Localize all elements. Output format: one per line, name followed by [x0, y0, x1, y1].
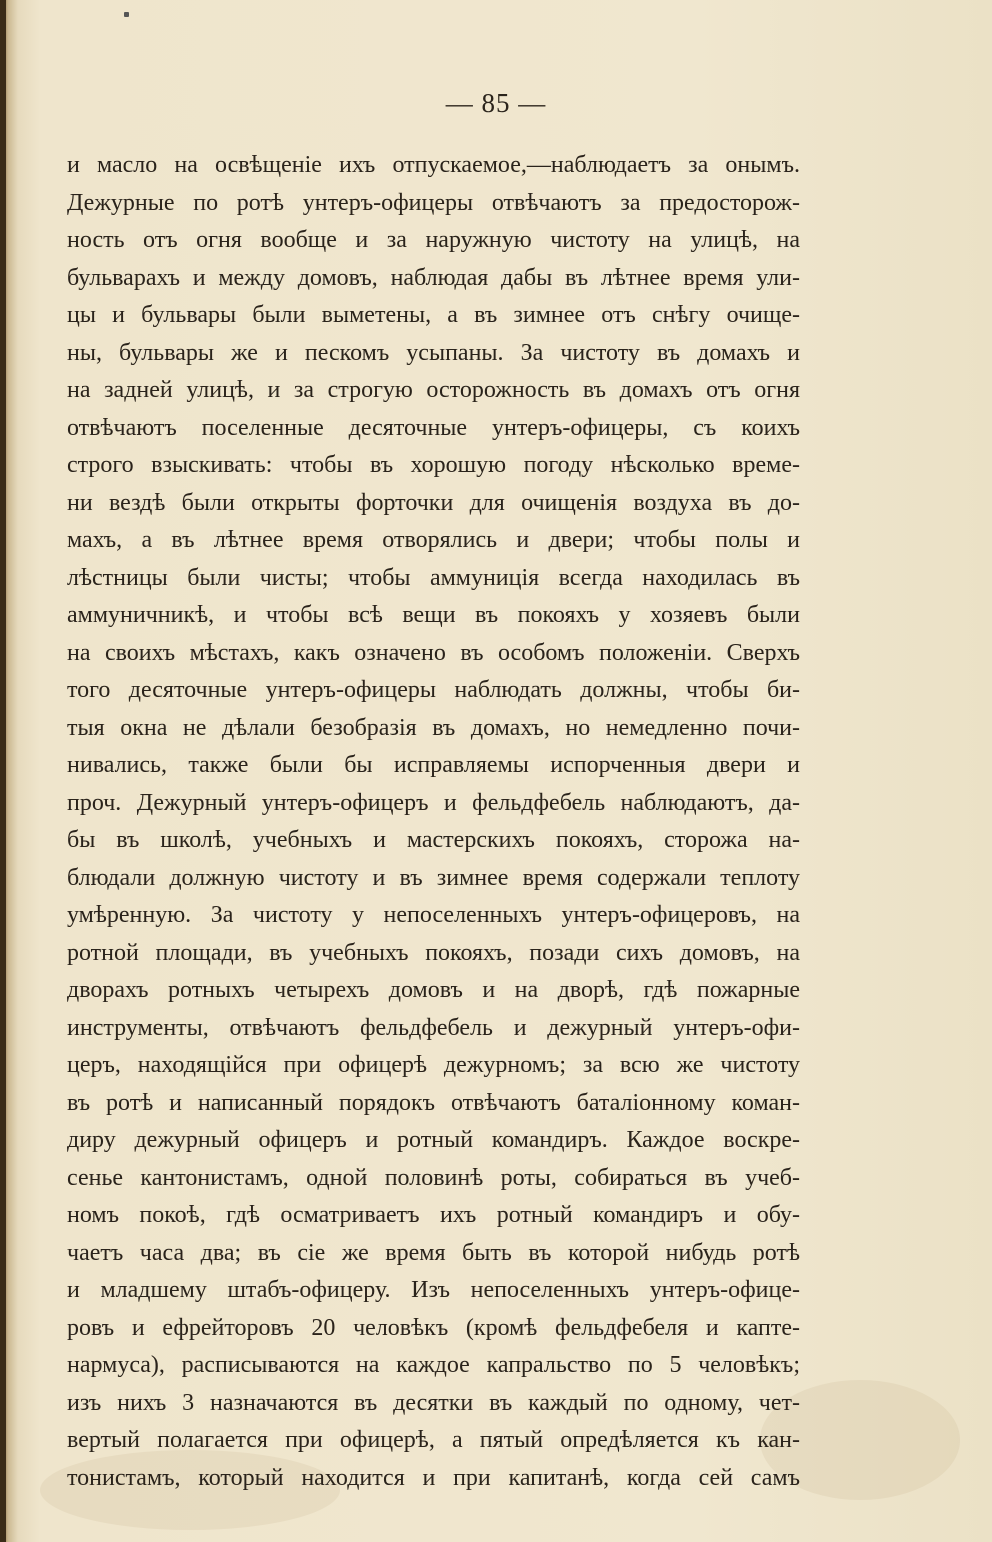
text-line: и младшему штабъ-офицеру. Изъ непоселенныхъ унтеръ-офице-: [67, 1277, 800, 1303]
page-number: — 85 —: [445, 88, 547, 118]
text-line: нармуса), расписываются на каждое капральство по 5 человѣкъ;: [67, 1352, 800, 1378]
text-line: диру дежурный офицеръ и ротный командиръ. Каждое воскре-: [67, 1127, 800, 1153]
ink-speck: [124, 12, 129, 17]
text-line: вертый полагается при офицерѣ, а пятый опредѣляется къ кан-: [67, 1427, 800, 1453]
text-line: на задней улицѣ, и за строгую осторожность въ домахъ отъ огня: [67, 377, 800, 403]
text-line: и масло на освѣщеніе ихъ отпускаемое,—наблюдаетъ за онымъ.: [67, 152, 800, 178]
text-line: того десяточные унтеръ-офицеры наблюдать должны, чтобы би-: [67, 677, 800, 703]
text-line: проч. Дежурный унтеръ-офицеръ и фельдфебель наблюдаютъ, да-: [67, 789, 800, 816]
text-line: на своихъ мѣстахъ, какъ означено въ особомъ положеніи. Сверхъ: [67, 639, 800, 666]
text-line: бы въ школѣ, учебныхъ и мастерскихъ покояхъ, сторожа на-: [67, 827, 800, 853]
text-line: ротной площади, въ учебныхъ покояхъ, позади сихъ домовъ, на: [67, 939, 800, 966]
text-line: блюдали должную чистоту и въ зимнее время содержали теплоту: [67, 864, 800, 891]
text-line: сенье кантонистамъ, одной половинѣ роты, собираться въ учеб-: [67, 1164, 800, 1191]
text-line: инструменты, отвѣчаютъ фельдфебель и дежурный унтеръ-офи-: [67, 1014, 800, 1041]
text-line: строго взыскивать: чтобы въ хорошую погоду нѣсколько време-: [67, 452, 800, 478]
text-line: аммуничникѣ, и чтобы всѣ вещи въ покояхъ у хозяевъ были: [67, 602, 800, 628]
text-line: ни вездѣ были открыты форточки для очищенія воздуха въ до-: [67, 489, 800, 516]
text-line: нивались, также были бы исправляемы испорченныя двери и: [67, 752, 800, 778]
text-line: церъ, находящійся при офицерѣ дежурномъ; за всю же чистоту: [67, 1052, 800, 1078]
text-line: махъ, а въ лѣтнее время отворялись и двери; чтобы полы и: [67, 527, 800, 553]
text-line: лѣстницы были чисты; чтобы аммуниція всегда находилась въ: [67, 564, 800, 591]
text-line: чаетъ часа два; въ сіе же время быть въ которой нибудь ротѣ: [67, 1239, 800, 1266]
text-line: Дежурные по ротѣ унтеръ-офицеры отвѣчаютъ за предосторож-: [67, 189, 800, 216]
binding-edge: [0, 0, 6, 1542]
text-line: тонистамъ, который находится и при капитанѣ, когда сей самъ: [67, 1464, 800, 1491]
text-line: ность отъ огня вообще и за наружную чистоту на улицѣ, на: [67, 227, 800, 253]
text-line: бульварахъ и между домовъ, наблюдая дабы въ лѣтнее время ули-: [67, 264, 800, 291]
text-line: отвѣчаютъ поселенные десяточные унтеръ-офицеры, съ коихъ: [67, 414, 800, 441]
text-line: номъ покоѣ, гдѣ осматриваетъ ихъ ротный командиръ и обу-: [67, 1202, 800, 1228]
text-line: ровъ и ефрейторовъ 20 человѣкъ (кромѣ фельдфебеля и капте-: [67, 1314, 800, 1341]
text-line: ны, бульвары же и пескомъ усыпаны. За чистоту въ домахъ и: [67, 339, 800, 366]
text-line: умѣренную. За чистоту у непоселенныхъ унтеръ-офицеровъ, на: [67, 902, 800, 928]
text-line: цы и бульвары были выметены, а въ зимнее отъ снѣгу очище-: [67, 302, 800, 328]
text-line: дворахъ ротныхъ четырехъ домовъ и на дворѣ, гдѣ пожарные: [67, 977, 800, 1003]
body-text: [67, 147, 800, 1497]
text-line: тыя окна не дѣлали безобразія въ домахъ, но немедленно почи-: [67, 714, 800, 741]
text-line: изъ нихъ 3 назначаются въ десятки въ каждый по одному, чет-: [67, 1389, 800, 1416]
text-line: въ ротѣ и написанный порядокъ отвѣчаютъ баталіонному коман-: [67, 1089, 800, 1116]
